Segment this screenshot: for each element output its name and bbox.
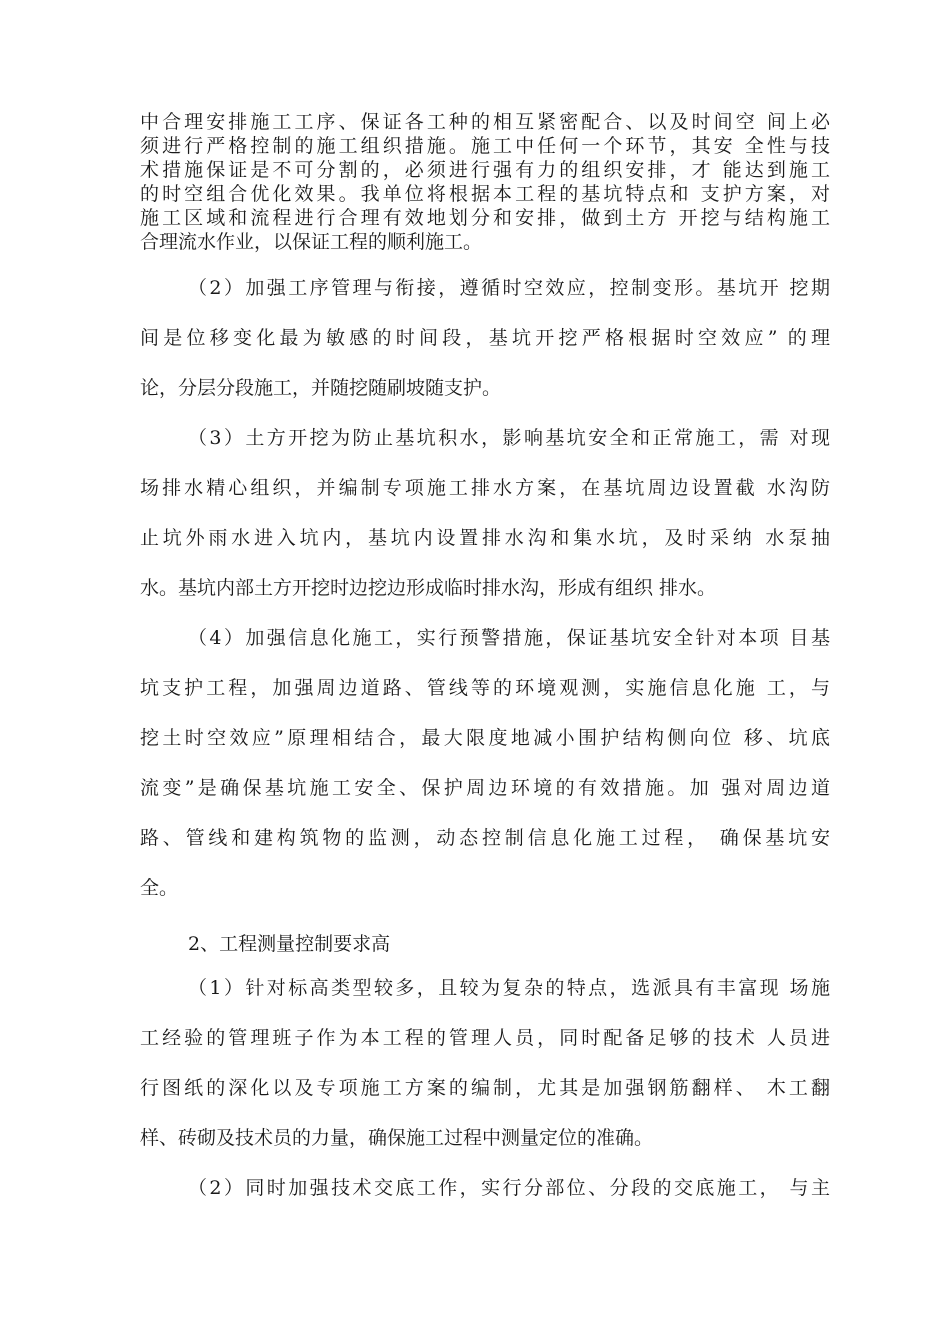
text-line: 论，分层分段施工，并随挖随刷坡随支护。 bbox=[140, 377, 502, 399]
paragraph-2-1-first-line: （1）针对标高类型较多，且较为复杂的特点，选派具有丰富现 场施 bbox=[188, 977, 830, 999]
text-line: 间是位移变化最为敏感的时间段，基坑开挖严格根据时空效应” 的理 bbox=[140, 327, 830, 349]
text-line: 工经验的管理班子作为本工程的管理人员，同时配备足够的技术 人员进 bbox=[140, 1027, 830, 1049]
text-line: 术措施保证是不可分割的，必须进行强有力的组织安排，才 能达到施工 bbox=[140, 159, 830, 181]
text-line: 须进行严格控制的施工组织措施。施工中任何一个环节，其安 全性与技 bbox=[140, 135, 830, 157]
text-line: 挖土时空效应”原理相结合，最大限度地减小围护结构侧向位 移、坑底 bbox=[140, 727, 830, 749]
section-heading: 2、工程测量控制要求高 bbox=[188, 933, 391, 955]
text-line: 坑支护工程，加强周边道路、管线等的环境观测，实施信息化施 工，与 bbox=[140, 677, 830, 699]
text-line: 中合理安排施工工序、保证各工种的相互紧密配合、以及时间空 间上必 bbox=[140, 111, 830, 133]
text-line: 合理流水作业，以保证工程的顺利施工。 bbox=[140, 231, 483, 253]
text-line: 水。基坑内部土方开挖时边挖边形成临时排水沟，形成有组织 排水。 bbox=[140, 577, 717, 599]
text-line: 流变”是确保基坑施工安全、保护周边环境的有效措施。加 强对周边道 bbox=[140, 777, 830, 799]
text-line: 的时空组合优化效果。我单位将根据本工程的基坑特点和 支护方案，对 bbox=[140, 183, 830, 205]
text-line: 样、砖砌及技术员的力量，确保施工过程中测量定位的准确。 bbox=[140, 1127, 654, 1149]
paragraph-2-first-line: （2）加强工序管理与衔接，遵循时空效应，控制变形。基坑开 挖期 bbox=[188, 277, 830, 299]
paragraph-3-first-line: （3）土方开挖为防止基坑积水，影响基坑安全和正常施工，需 对现 bbox=[188, 427, 830, 449]
paragraph-2-2-first-line: （2）同时加强技术交底工作，实行分部位、分段的交底施工， 与主 bbox=[188, 1177, 830, 1199]
text-line: 施工区域和流程进行合理有效地划分和安排，做到土方 开挖与结构施工 bbox=[140, 207, 830, 229]
text-line: 全。 bbox=[140, 877, 179, 899]
text-line: 场排水精心组织，并编制专项施工排水方案，在基坑周边设置截 水沟防 bbox=[140, 477, 830, 499]
paragraph-4-first-line: （4）加强信息化施工，实行预警措施，保证基坑安全针对本项 目基 bbox=[188, 627, 830, 649]
text-line: 行图纸的深化以及专项施工方案的编制，尤其是加强钢筋翻样、 木工翻 bbox=[140, 1077, 830, 1099]
text-line: 路、管线和建构筑物的监测，动态控制信息化施工过程， 确保基坑安 bbox=[140, 827, 830, 849]
text-line: 止坑外雨水进入坑内，基坑内设置排水沟和集水坑，及时采纳 水泵抽 bbox=[140, 527, 830, 549]
